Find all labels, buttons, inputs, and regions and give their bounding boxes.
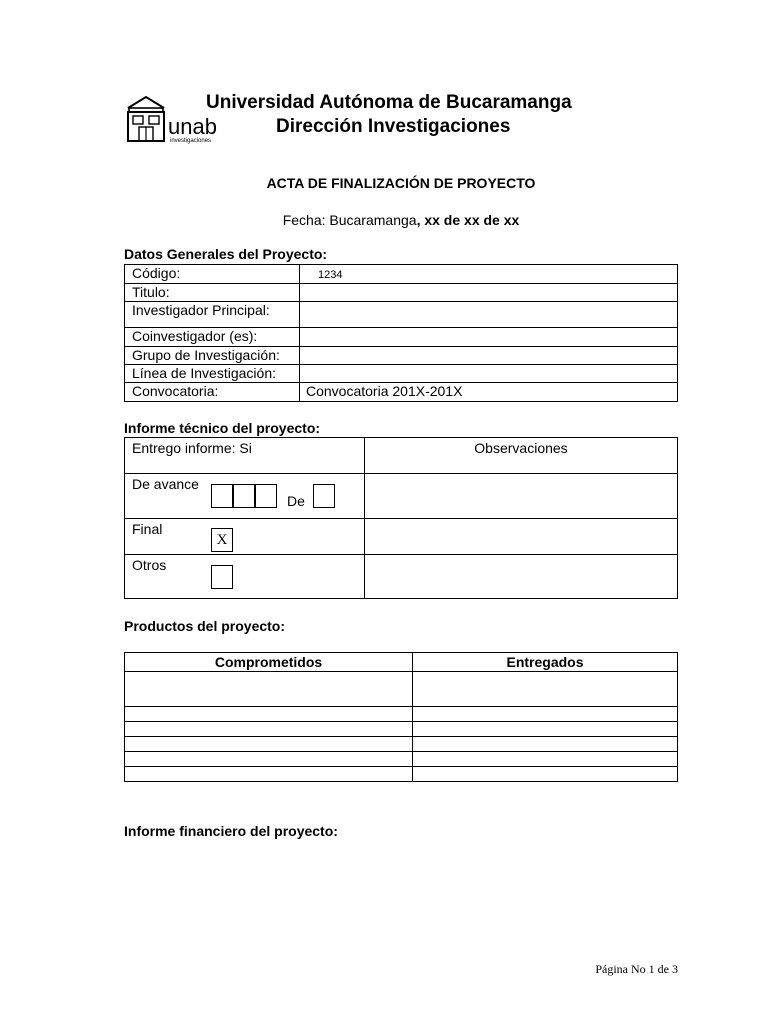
table-row [125,707,678,722]
delivered-header: Entrego informe: Si [125,438,365,474]
table-row [125,737,678,752]
label-linea: Línea de Investigación: [125,365,300,383]
department-title: Dirección Investigaciones [276,116,511,137]
value-linea[interactable] [300,365,678,383]
de-label: De [287,493,305,509]
observations-header: Observaciones [365,438,678,474]
label-coinvestigador: Coinvestigador (es): [125,328,300,347]
general-data-table [124,264,678,402]
university-title: Universidad Autónoma de Bucaramanga [206,92,572,113]
table-row [125,438,678,474]
date-line [0,212,768,228]
logo-subtext: investigaciones [170,138,212,144]
table-row [125,519,678,555]
committed-cell[interactable] [125,672,413,707]
avance-total-box[interactable] [313,484,335,508]
products-table [124,652,678,782]
table-row [125,365,678,383]
committed-cell[interactable] [125,752,413,767]
technical-report-table [124,437,678,599]
date-value: , xx de xx de xx [416,212,520,228]
final-checkbox[interactable]: X [211,528,233,552]
label-codigo: Código: [125,265,300,284]
table-row [125,347,678,365]
label-titulo: Titulo: [125,284,300,302]
date-label: Fecha: Bucaramanga [282,212,417,228]
final-cell [125,519,365,555]
otros-observations[interactable] [365,555,678,599]
products-heading: Productos del proyecto: [124,618,286,634]
avance-cell [125,474,365,519]
value-convocatoria[interactable]: Convocatoria 201X-201X [300,383,678,402]
table-row [125,383,678,402]
committed-cell[interactable] [125,722,413,737]
table-row [125,328,678,347]
otros-label: Otros [132,557,167,573]
delivered-cell[interactable] [413,722,678,737]
logo-text: unab [168,114,217,139]
delivered-cell[interactable] [413,752,678,767]
otros-cell [125,555,365,599]
value-titulo[interactable] [300,284,678,302]
label-investigador: Investigador Principal: [125,302,300,328]
committed-header: Comprometidos [125,653,413,672]
table-row [125,302,678,328]
final-observations[interactable] [365,519,678,555]
avance-box-3[interactable] [255,484,277,508]
committed-cell[interactable] [125,737,413,752]
delivered-cell[interactable] [413,672,678,707]
otros-checkbox[interactable] [211,565,233,589]
table-row [125,722,678,737]
page-number: Página No 1 de 3 [595,962,678,976]
label-convocatoria: Convocatoria: [125,383,300,402]
delivered-cell[interactable] [413,707,678,722]
table-row [125,672,678,707]
table-row [125,474,678,519]
table-row [125,752,678,767]
value-coinvestigador[interactable] [300,328,678,347]
avance-label: De avance [132,476,199,492]
delivered-cell[interactable] [413,737,678,752]
delivered-products-header: Entregados [413,653,678,672]
avance-box-1[interactable] [211,484,233,508]
label-grupo: Grupo de Investigación: [125,347,300,365]
value-codigo[interactable] [300,265,678,284]
value-grupo[interactable] [300,347,678,365]
avance-box-2[interactable] [233,484,255,508]
value-investigador[interactable] [300,302,678,328]
financial-heading: Informe financiero del proyecto: [124,823,338,839]
table-row [125,284,678,302]
avance-observations[interactable] [365,474,678,519]
document-title: ACTA DE FINALIZACIÓN DE PROYECTO [266,175,536,191]
codigo-value: 1234 [318,269,343,281]
committed-cell[interactable] [125,707,413,722]
general-heading: Datos Generales del Proyecto: [124,246,328,262]
final-label: Final [132,521,163,537]
technical-heading: Informe técnico del proyecto: [124,420,321,436]
committed-cell[interactable] [125,767,413,782]
table-row [125,653,678,672]
table-row [125,265,678,284]
delivered-cell[interactable] [413,767,678,782]
table-row [125,555,678,599]
table-row [125,767,678,782]
